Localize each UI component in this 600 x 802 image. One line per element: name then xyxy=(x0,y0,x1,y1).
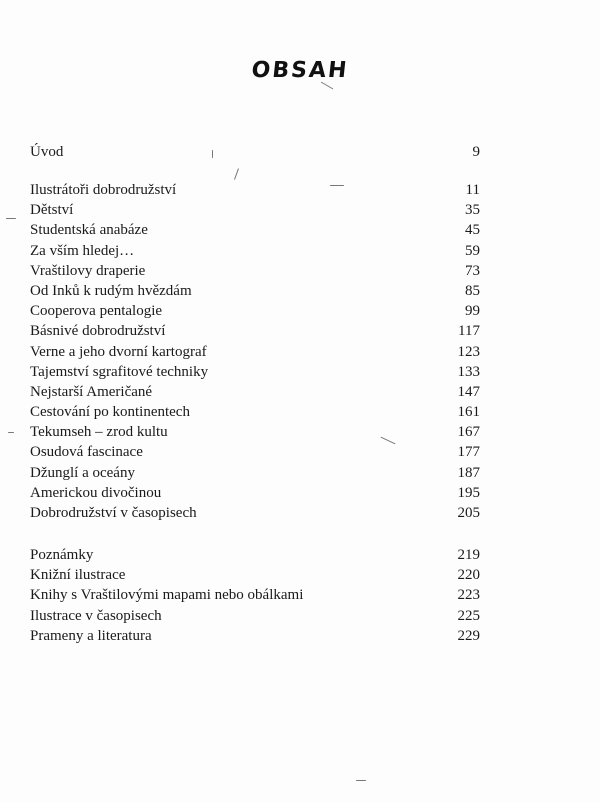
toc-entry-page: 187 xyxy=(457,464,480,481)
scan-speck xyxy=(330,185,344,186)
toc-entry-page: 11 xyxy=(465,182,480,198)
toc-entry-label: Cooperova pentalogie xyxy=(30,303,163,320)
toc-entry-page: 195 xyxy=(457,484,480,501)
toc-entry xyxy=(30,241,480,261)
toc-entry xyxy=(30,362,480,382)
toc-entry-page: 205 xyxy=(457,505,480,521)
toc-entry-page: 35 xyxy=(465,202,480,219)
toc-entry xyxy=(30,342,480,362)
toc-entry-label: Knihy s Vraštilovými mapami nebo obálkami xyxy=(30,587,304,604)
toc-entry xyxy=(30,585,480,605)
toc-group-chapters xyxy=(30,180,480,523)
toc-entry-page: 133 xyxy=(457,363,480,380)
scan-speck xyxy=(212,150,213,158)
toc-entry xyxy=(30,422,480,442)
toc-entry xyxy=(30,503,480,523)
toc-entry-page: 161 xyxy=(457,404,480,421)
toc-entry-page: 123 xyxy=(457,343,480,360)
toc-entry-label: Tekumseh – zrod kultu xyxy=(30,424,168,441)
toc-entry-label: Studentská anabáze xyxy=(30,222,148,239)
toc-entry-label: Tajemství sgrafitové techniky xyxy=(30,363,209,380)
toc-entry-page: 117 xyxy=(458,323,480,340)
toc-entry-page: 229 xyxy=(457,627,480,644)
toc-entry xyxy=(30,442,480,462)
toc-entry-label: Od Inků k rudým hvězdám xyxy=(30,282,192,299)
toc-entry xyxy=(30,545,480,565)
scan-speck xyxy=(234,168,239,180)
toc-entry xyxy=(30,626,480,646)
toc-entry-label: Ilustrace v časopisech xyxy=(30,607,162,624)
toc-entry-page: 225 xyxy=(457,607,480,624)
toc-entry-page: 85 xyxy=(465,282,480,299)
toc-entry-label: Básnivé dobrodružství xyxy=(30,323,166,340)
toc-entry-page: 219 xyxy=(457,547,480,563)
scan-speck xyxy=(8,432,14,433)
toc-entry-page: 177 xyxy=(457,444,480,461)
toc-entry xyxy=(30,142,480,162)
toc-group-appendix xyxy=(30,545,480,646)
toc-entry-page: 99 xyxy=(465,303,480,320)
toc-entry-label: Americkou divočinou xyxy=(30,484,162,501)
scan-speck xyxy=(6,218,16,219)
toc-entry xyxy=(30,220,480,240)
toc-entry-label: Vraštilovy draperie xyxy=(30,262,146,279)
toc-entry-label: Dobrodružství v časopisech xyxy=(30,505,197,521)
toc-entry-page: 59 xyxy=(465,242,480,259)
toc-entry-label: Prameny a literatura xyxy=(30,627,152,644)
toc-entry xyxy=(30,565,480,585)
toc-entry-label: Za vším hledej… xyxy=(30,242,135,259)
toc-entry xyxy=(30,261,480,281)
toc-entry xyxy=(30,606,480,626)
toc-entry-label: Poznámky xyxy=(30,547,94,563)
toc-entry-label: Ilustrátoři dobrodružství xyxy=(30,182,177,198)
toc-entry-page: 167 xyxy=(457,424,480,441)
toc-entry-page: 9 xyxy=(472,144,480,160)
toc-entry-label: Knižní ilustrace xyxy=(30,567,126,584)
toc-entry-page: 45 xyxy=(465,222,480,239)
toc-entry xyxy=(30,301,480,321)
toc-entry-label: Džunglí a oceány xyxy=(30,464,135,481)
toc-entry-page: 223 xyxy=(457,587,480,604)
toc-entry-page: 220 xyxy=(457,567,480,584)
toc-entry xyxy=(30,463,480,483)
toc-entry xyxy=(30,180,480,200)
toc-group-intro xyxy=(30,142,480,162)
toc-entry-label: Dětství xyxy=(30,202,74,219)
toc-entry-label: Verne a jeho dvorní kartograf xyxy=(30,343,207,360)
toc-entry-page: 73 xyxy=(465,262,480,279)
toc-entry-label: Cestování po kontinentech xyxy=(30,404,190,421)
toc-entry xyxy=(30,200,480,220)
scan-speck xyxy=(356,780,366,781)
toc-entry-label: Úvod xyxy=(30,144,64,160)
toc-entry-label: Nejstarší Američané xyxy=(30,383,153,400)
toc-entry xyxy=(30,483,480,503)
page-title: OBSAH xyxy=(250,58,350,83)
toc-entry-page: 147 xyxy=(457,383,480,400)
toc-entry xyxy=(30,321,480,341)
toc-entry xyxy=(30,382,480,402)
toc-entry xyxy=(30,281,480,301)
toc-entry-label: Osudová fascinace xyxy=(30,444,143,461)
toc-entry xyxy=(30,402,480,422)
